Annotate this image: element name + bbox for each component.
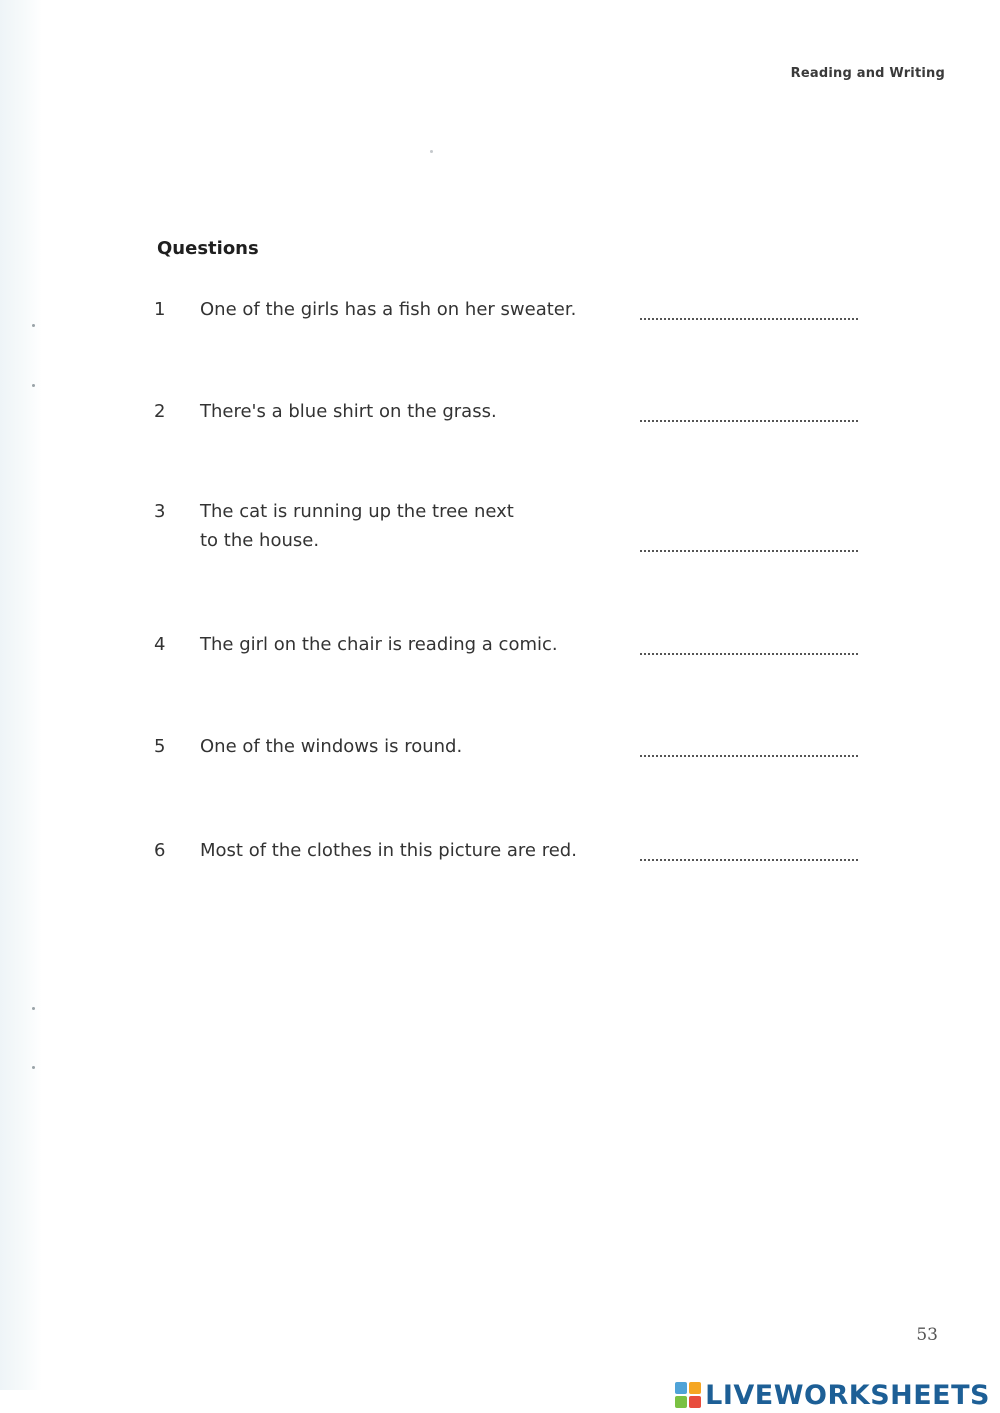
question-number: 2 [154, 401, 166, 422]
scan-speck [32, 1007, 35, 1010]
page-number: 53 [916, 1325, 938, 1345]
question-number: 1 [154, 299, 166, 320]
scan-edge-shading [0, 0, 42, 1390]
watermark-text: LIVEWORKSHEETS [705, 1379, 990, 1411]
question-text: Most of the clothes in this picture are red. [200, 840, 577, 861]
answer-blank[interactable] [640, 548, 858, 552]
scan-speck [32, 384, 35, 387]
logo-cell [689, 1382, 701, 1394]
answer-blank[interactable] [640, 316, 858, 320]
scan-speck [32, 1066, 35, 1069]
question-number: 6 [154, 840, 166, 861]
question-text: The cat is running up the tree next to the house. [200, 501, 514, 551]
question-number: 5 [154, 736, 166, 757]
answer-blank[interactable] [640, 857, 858, 861]
question-text: The girl on the chair is reading a comic. [200, 634, 558, 655]
answer-blank[interactable] [640, 651, 858, 655]
logo-cell [689, 1396, 701, 1408]
scan-speck [32, 324, 35, 327]
questions-heading: Questions [157, 238, 259, 259]
liveworksheets-watermark [675, 1379, 990, 1411]
scan-speck [430, 150, 433, 153]
question-text: One of the girls has a fish on her sweater. [200, 299, 577, 320]
question-number: 4 [154, 634, 166, 655]
question-text: There's a blue shirt on the grass. [200, 401, 497, 422]
question-number: 3 [154, 501, 166, 522]
liveworksheets-logo-icon [675, 1382, 701, 1408]
answer-blank[interactable] [640, 753, 858, 757]
logo-cell [675, 1382, 687, 1394]
section-header: Reading and Writing [790, 66, 945, 81]
logo-cell [675, 1396, 687, 1408]
answer-blank[interactable] [640, 418, 858, 422]
question-text: One of the windows is round. [200, 736, 463, 757]
